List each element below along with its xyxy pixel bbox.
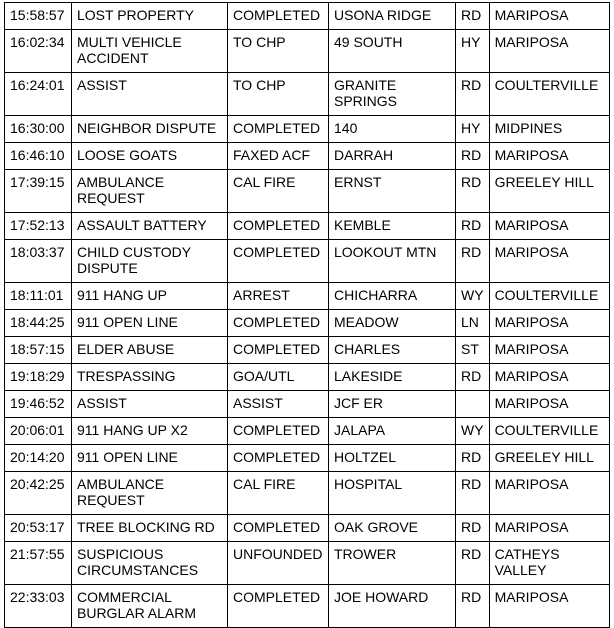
incident-street-suffix: RD [456, 542, 490, 585]
incident-time: 17:39:15 [5, 170, 72, 213]
incident-time: 16:30:00 [5, 116, 72, 143]
incident-disposition: COMPLETED [228, 116, 329, 143]
incident-street: HOSPITAL [329, 472, 456, 515]
incident-type: SUSPICIOUS CIRCUMSTANCES [72, 542, 228, 585]
incident-city: COULTERVILLE [489, 73, 609, 116]
incident-street-suffix: WY [456, 283, 490, 310]
incident-city: GREELEY HILL [489, 445, 609, 472]
incident-city: MIDPINES [489, 116, 609, 143]
incident-street-suffix: RD [456, 213, 490, 240]
incident-type: ASSIST [72, 391, 228, 418]
incident-street-suffix: RD [456, 170, 490, 213]
incident-street-suffix: HY [456, 116, 490, 143]
incident-type: NEIGHBOR DISPUTE [72, 116, 228, 143]
table-row [5, 240, 610, 283]
incident-street: USONA RIDGE [329, 3, 456, 30]
incident-city: MARIPOSA [489, 143, 609, 170]
incident-street-suffix: RD [456, 472, 490, 515]
incident-city: MARIPOSA [489, 391, 609, 418]
incident-street: GRANITE SPRINGS [329, 73, 456, 116]
incident-street-suffix: RD [456, 515, 490, 542]
incident-street-suffix [456, 391, 490, 418]
table-row [5, 585, 610, 628]
incident-street-suffix: ST [456, 337, 490, 364]
incident-type: MULTI VEHICLE ACCIDENT [72, 30, 228, 73]
incident-disposition: TO CHP [228, 73, 329, 116]
incident-street-suffix: RD [456, 240, 490, 283]
incident-street: JOE HOWARD [329, 585, 456, 628]
incident-city: MARIPOSA [489, 240, 609, 283]
incident-disposition: FAXED ACF [228, 143, 329, 170]
table-row [5, 364, 610, 391]
incident-city: MARIPOSA [489, 213, 609, 240]
incident-type: COMMERCIAL BURGLAR ALARM [72, 585, 228, 628]
incident-disposition: ARREST [228, 283, 329, 310]
incident-city: MARIPOSA [489, 515, 609, 542]
incident-street-suffix: RD [456, 445, 490, 472]
incident-disposition: COMPLETED [228, 240, 329, 283]
incident-disposition: TO CHP [228, 30, 329, 73]
incident-city: CATHEYS VALLEY [489, 542, 609, 585]
incident-city: MARIPOSA [489, 472, 609, 515]
incident-time: 20:06:01 [5, 418, 72, 445]
table-row [5, 472, 610, 515]
incident-disposition: COMPLETED [228, 445, 329, 472]
incident-street: CHICHARRA [329, 283, 456, 310]
incident-type: 911 HANG UP [72, 283, 228, 310]
incident-city: COULTERVILLE [489, 283, 609, 310]
incident-time: 18:03:37 [5, 240, 72, 283]
incident-street-suffix: WY [456, 418, 490, 445]
incident-time: 19:18:29 [5, 364, 72, 391]
incident-city: MARIPOSA [489, 30, 609, 73]
incident-street: MEADOW [329, 310, 456, 337]
incident-type: 911 HANG UP X2 [72, 418, 228, 445]
incident-city: MARIPOSA [489, 310, 609, 337]
table-row [5, 170, 610, 213]
incident-type: 911 OPEN LINE [72, 310, 228, 337]
incident-disposition: ASSIST [228, 391, 329, 418]
incident-type: AMBULANCE REQUEST [72, 472, 228, 515]
table-row [5, 515, 610, 542]
incident-street: DARRAH [329, 143, 456, 170]
incident-type: CHILD CUSTODY DISPUTE [72, 240, 228, 283]
incident-type: AMBULANCE REQUEST [72, 170, 228, 213]
incident-street: KEMBLE [329, 213, 456, 240]
incident-time: 16:46:10 [5, 143, 72, 170]
incident-time: 17:52:13 [5, 213, 72, 240]
incident-type: ASSIST [72, 73, 228, 116]
table-row [5, 116, 610, 143]
table-row [5, 143, 610, 170]
table-row [5, 73, 610, 116]
incident-street: CHARLES [329, 337, 456, 364]
table-row [5, 337, 610, 364]
incident-city: MARIPOSA [489, 364, 609, 391]
page-edge-mark [4, 620, 5, 626]
incident-disposition: GOA/UTL [228, 364, 329, 391]
incident-disposition: COMPLETED [228, 515, 329, 542]
incident-street-suffix: RD [456, 3, 490, 30]
incident-street: OAK GROVE [329, 515, 456, 542]
incident-city: COULTERVILLE [489, 418, 609, 445]
incident-time: 19:46:52 [5, 391, 72, 418]
incident-street-suffix: RD [456, 585, 490, 628]
incident-type: ELDER ABUSE [72, 337, 228, 364]
incident-time: 16:24:01 [5, 73, 72, 116]
table-row [5, 542, 610, 585]
table-row [5, 283, 610, 310]
incident-street: JCF ER [329, 391, 456, 418]
incident-time: 16:02:34 [5, 30, 72, 73]
table-row [5, 30, 610, 73]
incident-time: 18:44:25 [5, 310, 72, 337]
incident-time: 15:58:57 [5, 3, 72, 30]
incident-disposition: COMPLETED [228, 418, 329, 445]
incident-disposition: COMPLETED [228, 3, 329, 30]
table-row [5, 3, 610, 30]
incident-city: MARIPOSA [489, 3, 609, 30]
incident-log-table [4, 2, 610, 628]
incident-street: HOLTZEL [329, 445, 456, 472]
incident-type: ASSAULT BATTERY [72, 213, 228, 240]
incident-time: 20:14:20 [5, 445, 72, 472]
incident-street: ERNST [329, 170, 456, 213]
incident-disposition: CAL FIRE [228, 170, 329, 213]
incident-city: GREELEY HILL [489, 170, 609, 213]
incident-type: LOST PROPERTY [72, 3, 228, 30]
incident-disposition: CAL FIRE [228, 472, 329, 515]
table-row [5, 310, 610, 337]
incident-time: 18:57:15 [5, 337, 72, 364]
incident-time: 20:42:25 [5, 472, 72, 515]
incident-type: TRESPASSING [72, 364, 228, 391]
incident-street: LOOKOUT MTN [329, 240, 456, 283]
table-row [5, 445, 610, 472]
incident-street-suffix: RD [456, 73, 490, 116]
incident-disposition: COMPLETED [228, 337, 329, 364]
table-row [5, 391, 610, 418]
table-row [5, 213, 610, 240]
incident-type: 911 OPEN LINE [72, 445, 228, 472]
incident-disposition: COMPLETED [228, 213, 329, 240]
incident-type: LOOSE GOATS [72, 143, 228, 170]
incident-type: TREE BLOCKING RD [72, 515, 228, 542]
incident-street: LAKESIDE [329, 364, 456, 391]
incident-street: TROWER [329, 542, 456, 585]
incident-city: MARIPOSA [489, 585, 609, 628]
incident-log-body [5, 3, 610, 628]
incident-time: 18:11:01 [5, 283, 72, 310]
incident-street: JALAPA [329, 418, 456, 445]
incident-time: 22:33:03 [5, 585, 72, 628]
incident-street-suffix: RD [456, 143, 490, 170]
incident-time: 21:57:55 [5, 542, 72, 585]
incident-street: 49 SOUTH [329, 30, 456, 73]
incident-street-suffix: RD [456, 364, 490, 391]
table-row [5, 418, 610, 445]
incident-city: MARIPOSA [489, 337, 609, 364]
incident-disposition: COMPLETED [228, 585, 329, 628]
incident-street: 140 [329, 116, 456, 143]
incident-time: 20:53:17 [5, 515, 72, 542]
incident-disposition: COMPLETED [228, 310, 329, 337]
incident-street-suffix: HY [456, 30, 490, 73]
incident-street-suffix: LN [456, 310, 490, 337]
incident-disposition: UNFOUNDED [228, 542, 329, 585]
